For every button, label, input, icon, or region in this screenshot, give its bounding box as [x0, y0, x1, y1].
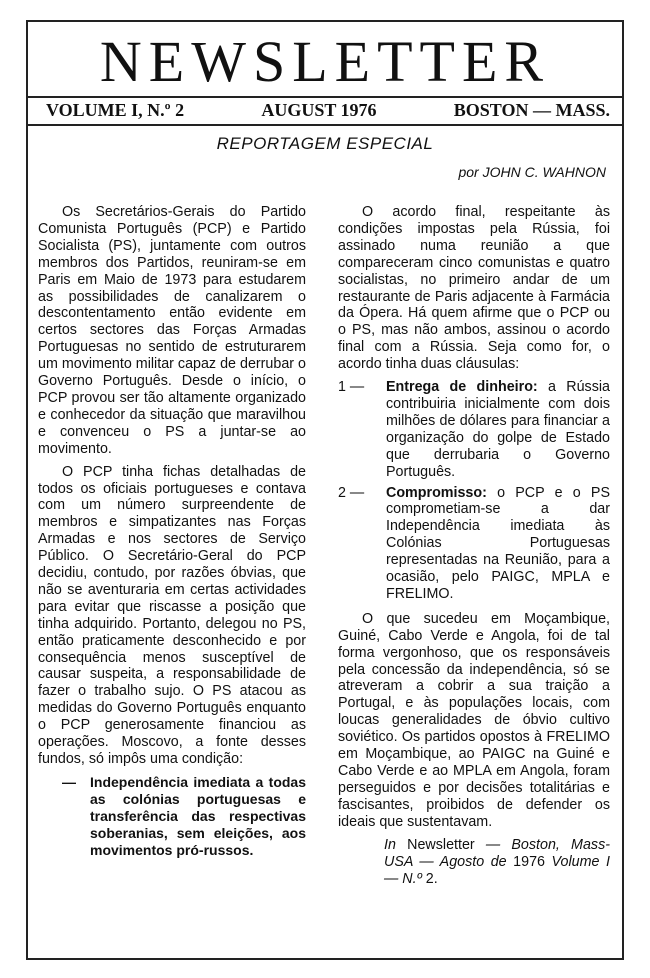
- condition-quote: [62, 774, 306, 859]
- issue-date: AUGUST 1976: [261, 100, 377, 120]
- clause-number: 2 —: [338, 484, 365, 501]
- section-title: REPORTAGEM ESPECIAL: [216, 134, 434, 153]
- source-signature: [338, 837, 610, 888]
- clause-heading: Entrega de dinheiro:: [386, 379, 538, 396]
- masthead-title: NEWSLETTER: [99, 29, 551, 94]
- signature-volume: I — N.º: [384, 853, 610, 887]
- clause-item: [338, 485, 610, 603]
- volume-number: VOLUME I, N.º 2: [46, 100, 185, 120]
- clause-item: [338, 379, 610, 480]
- signature-volume-label: Volume: [551, 853, 600, 870]
- signature-publication: Newsletter: [407, 836, 475, 853]
- paragraph: O que sucedeu em Moçambique, Guiné, Cabo Verde e Angola, foi de tal forma vergonhoso, que os responsáveis pela concessão da independência, só se atreveram a cobrir a sua traição a Portugal, e às populações locais, com loucas generalidades de óbvio cultivo soviético. Os partidos opostos à FRELIMO em Moçambique, ao PAIGC na Guiné e Cabo Verde e ao MPLA em Angola, foram perseguidos e por decisões totalitárias e fascisantes, proibidos de defender os ideais que sustentavam.: [338, 610, 610, 830]
- quote-dash: —: [62, 773, 76, 790]
- paragraph: O PCP tinha fichas detalhadas de todos os oficiais portugueses e contava com um número surpreendente de membros e simpatizantes nas Forças Armadas e nos sectores de Serviço Público. O Secretário-Geral do PCP decidiu, contudo, por razões óbvias, que não se aventuraria em certas actividades para evitar que riscasse a posição que tinha adquirido. Portanto, delegou no PS, então praticamente desconhecido e por consequência menos susceptível de causar suspeita, a responsabilidade de fazer o trabalho sujo. O PS atacou as medidas do Governo Português enquanto o PCP generosamente financiou as operações. Moscovo, a fonte desses fundos, só impôs uma condição:: [38, 463, 306, 767]
- article-column-left: [38, 204, 306, 859]
- masthead-rule-top: [28, 96, 622, 98]
- clause-text: o PCP e o PS comprometiam-se a dar Independência imediata às Colónias Portuguesas representadas na Reunião, para a ocasião, pelo PAIGC, MPLA e FRELIMO.: [386, 484, 610, 602]
- signature-year: 1976: [513, 853, 545, 870]
- signature-number: 2.: [425, 870, 438, 887]
- masthead-rule-bottom: [28, 124, 622, 126]
- issue-place: BOSTON — MASS.: [453, 100, 610, 120]
- masthead-info-line: [46, 100, 610, 120]
- newsletter-page: [26, 20, 624, 960]
- clause-heading: Compromisso:: [386, 484, 487, 501]
- signature-in: In: [384, 836, 396, 853]
- clause-number: 1 —: [338, 379, 365, 396]
- paragraph: O acordo final, respeitante às condições impostas pela Rússia, foi assinado numa reunião a que compareceram cinco comunistas e quatro socialistas, no primeiro andar de um restaurante de Paris adjacente à Farmácia da Ópera. Há quem afirme que o PCP ou o PS, mas não ambos, assinou o acordo final com a Rússia. Seja como for, o acordo tinha duas cláusulas:: [338, 204, 610, 373]
- signature-place: — Boston, Mass-USA — Agosto de: [384, 836, 610, 870]
- clause-text: a Rússia contribuiria inicialmente com dois milhões de dólares para financiar a organização do golpe de Estado que derrubaria o Governo Português.: [386, 379, 610, 480]
- byline: por JOHN C. WAHNON: [458, 164, 606, 180]
- quote-text: Independência imediata a todas as colónias portuguesas e transferência das respectivas soberanias, sem eleições, aos movimentos pró-russos.: [90, 773, 306, 858]
- article-column-right: [338, 204, 610, 888]
- paragraph: Os Secretários-Gerais do Partido Comunista Português (PCP) e Partido Socialista (PS), juntamente com outros membros dos Partidos, reuniram-se em Paris em Maio de 1973 para estudarem as possibilidades de canalizarem o descontentamento então evidente em certos sectores das Forças Armadas Portuguesas no sentido de estruturarem um movimento militar capaz de derrubar o Governo Português. Desde o início, o PCP provou ser tão altamente organizado e conhecedor da situação que maravilhou e convenceu o PS a juntar-se ao movimento.: [38, 204, 306, 457]
